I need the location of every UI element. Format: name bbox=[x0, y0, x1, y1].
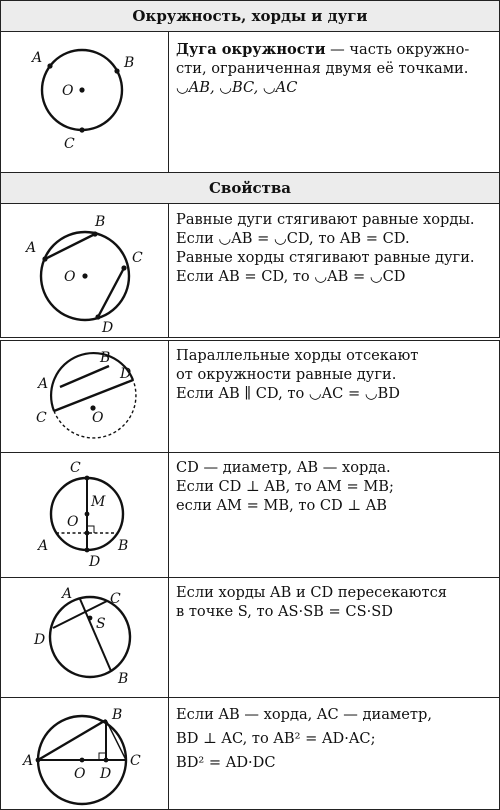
diameter-chord-text bbox=[176, 458, 494, 515]
column-divider bbox=[168, 32, 169, 172]
label-b: B bbox=[112, 707, 123, 723]
label-a: A bbox=[26, 240, 37, 256]
label-a: A bbox=[32, 50, 43, 66]
label-b: B bbox=[95, 214, 106, 230]
point-a bbox=[47, 63, 52, 68]
arc-examples: ◡AB, ◡BC, ◡AC bbox=[176, 79, 298, 96]
label-o: O bbox=[67, 514, 79, 530]
label-s: S bbox=[96, 616, 106, 632]
label-b: B bbox=[100, 350, 111, 366]
text-line: если AM = MB, то CD ⊥ AB bbox=[176, 497, 388, 514]
point-b bbox=[92, 231, 97, 236]
label-o: O bbox=[64, 269, 76, 285]
chord-ab bbox=[38, 720, 106, 760]
right-triangle-figure bbox=[0, 697, 168, 810]
point-a bbox=[36, 758, 41, 763]
center-point bbox=[79, 87, 84, 92]
parallel-chords-figure bbox=[0, 340, 168, 452]
text-line: от окружности равные дуги. bbox=[176, 366, 397, 383]
column-divider bbox=[168, 340, 169, 810]
center-point bbox=[80, 758, 85, 763]
label-a: A bbox=[38, 538, 49, 554]
text-line: Если AB ∥ CD, то ◡AC = ◡BD bbox=[176, 385, 400, 402]
point-s bbox=[88, 616, 93, 621]
text-line: в точке S, то AS·SB = CS·SD bbox=[176, 603, 393, 620]
label-a: A bbox=[23, 753, 34, 769]
label-a: A bbox=[38, 376, 49, 392]
point-d bbox=[95, 314, 100, 319]
text-line: Если AB — хорда, AC — диаметр, bbox=[176, 706, 432, 723]
label-d: D bbox=[89, 554, 101, 570]
label-c: C bbox=[130, 753, 141, 769]
point-a bbox=[42, 256, 47, 261]
label-d: D bbox=[100, 766, 112, 782]
definition-text bbox=[176, 40, 494, 97]
text-line: Если CD ⊥ AB, то AM = MB; bbox=[176, 478, 394, 495]
label-d: D bbox=[34, 632, 46, 648]
chord-ab bbox=[60, 366, 109, 387]
text-line: Равные дуги стягивают равные хорды. bbox=[176, 211, 475, 228]
text-line: CD — диаметр, AB — хорда. bbox=[176, 459, 391, 476]
label-b: B bbox=[124, 55, 135, 71]
chord-bc bbox=[106, 720, 126, 760]
label-d: D bbox=[120, 366, 132, 382]
point-c bbox=[85, 476, 90, 481]
text-line: Параллельные хорды отсекают bbox=[176, 347, 419, 364]
text-line: Если AB = CD, то ◡AB = ◡CD bbox=[176, 268, 406, 285]
center-point bbox=[82, 273, 87, 278]
label-m: M bbox=[91, 494, 106, 510]
label-o: O bbox=[62, 83, 74, 99]
circle-solid bbox=[51, 353, 133, 411]
point-m bbox=[85, 531, 90, 536]
point-d bbox=[104, 758, 109, 763]
label-c: C bbox=[110, 591, 121, 607]
label-a: A bbox=[62, 586, 73, 602]
label-c: C bbox=[70, 460, 81, 476]
chord-ab bbox=[80, 599, 111, 671]
text-line: Если хорды AB и CD пересекаются bbox=[176, 584, 447, 601]
label-d: D bbox=[102, 320, 114, 336]
diameter-chord-figure bbox=[0, 452, 168, 577]
label-b: B bbox=[118, 538, 129, 554]
label-c: C bbox=[36, 410, 47, 426]
chords-arcs-text bbox=[176, 210, 494, 286]
column-divider bbox=[168, 204, 169, 338]
point-d bbox=[85, 548, 90, 553]
section-header-main: Окружность, хорды и дуги bbox=[0, 0, 500, 32]
text-line: BD² = AD·DC bbox=[176, 754, 276, 771]
label-o: O bbox=[74, 766, 86, 782]
right-triangle-text bbox=[176, 703, 494, 775]
center-point bbox=[85, 512, 90, 517]
chord-cd bbox=[98, 268, 124, 317]
parallel-chords-text bbox=[176, 346, 494, 403]
point-c bbox=[121, 265, 126, 270]
intersecting-chords-text bbox=[176, 583, 494, 621]
equal-chords-figure bbox=[0, 204, 168, 338]
label-c: C bbox=[64, 136, 75, 152]
label-o: O bbox=[92, 410, 104, 426]
definition: — часть окружно-сти, ограниченная двумя её точками. bbox=[176, 41, 470, 77]
section-header-properties: Свойства bbox=[0, 172, 500, 204]
term: Дуга окружности bbox=[176, 41, 326, 58]
intersecting-chords-figure bbox=[0, 577, 168, 697]
label-b: B bbox=[118, 671, 129, 687]
point-c bbox=[79, 127, 84, 132]
text-line: BD ⊥ AC, то AB² = AD·AC; bbox=[176, 730, 376, 747]
arc-figure bbox=[0, 32, 168, 172]
label-c: C bbox=[132, 250, 143, 266]
point-b bbox=[114, 68, 119, 73]
text-line: Равные хорды стягивают равные дуги. bbox=[176, 249, 475, 266]
text-line: Если ◡AB = ◡CD, то AB = CD. bbox=[176, 230, 410, 247]
